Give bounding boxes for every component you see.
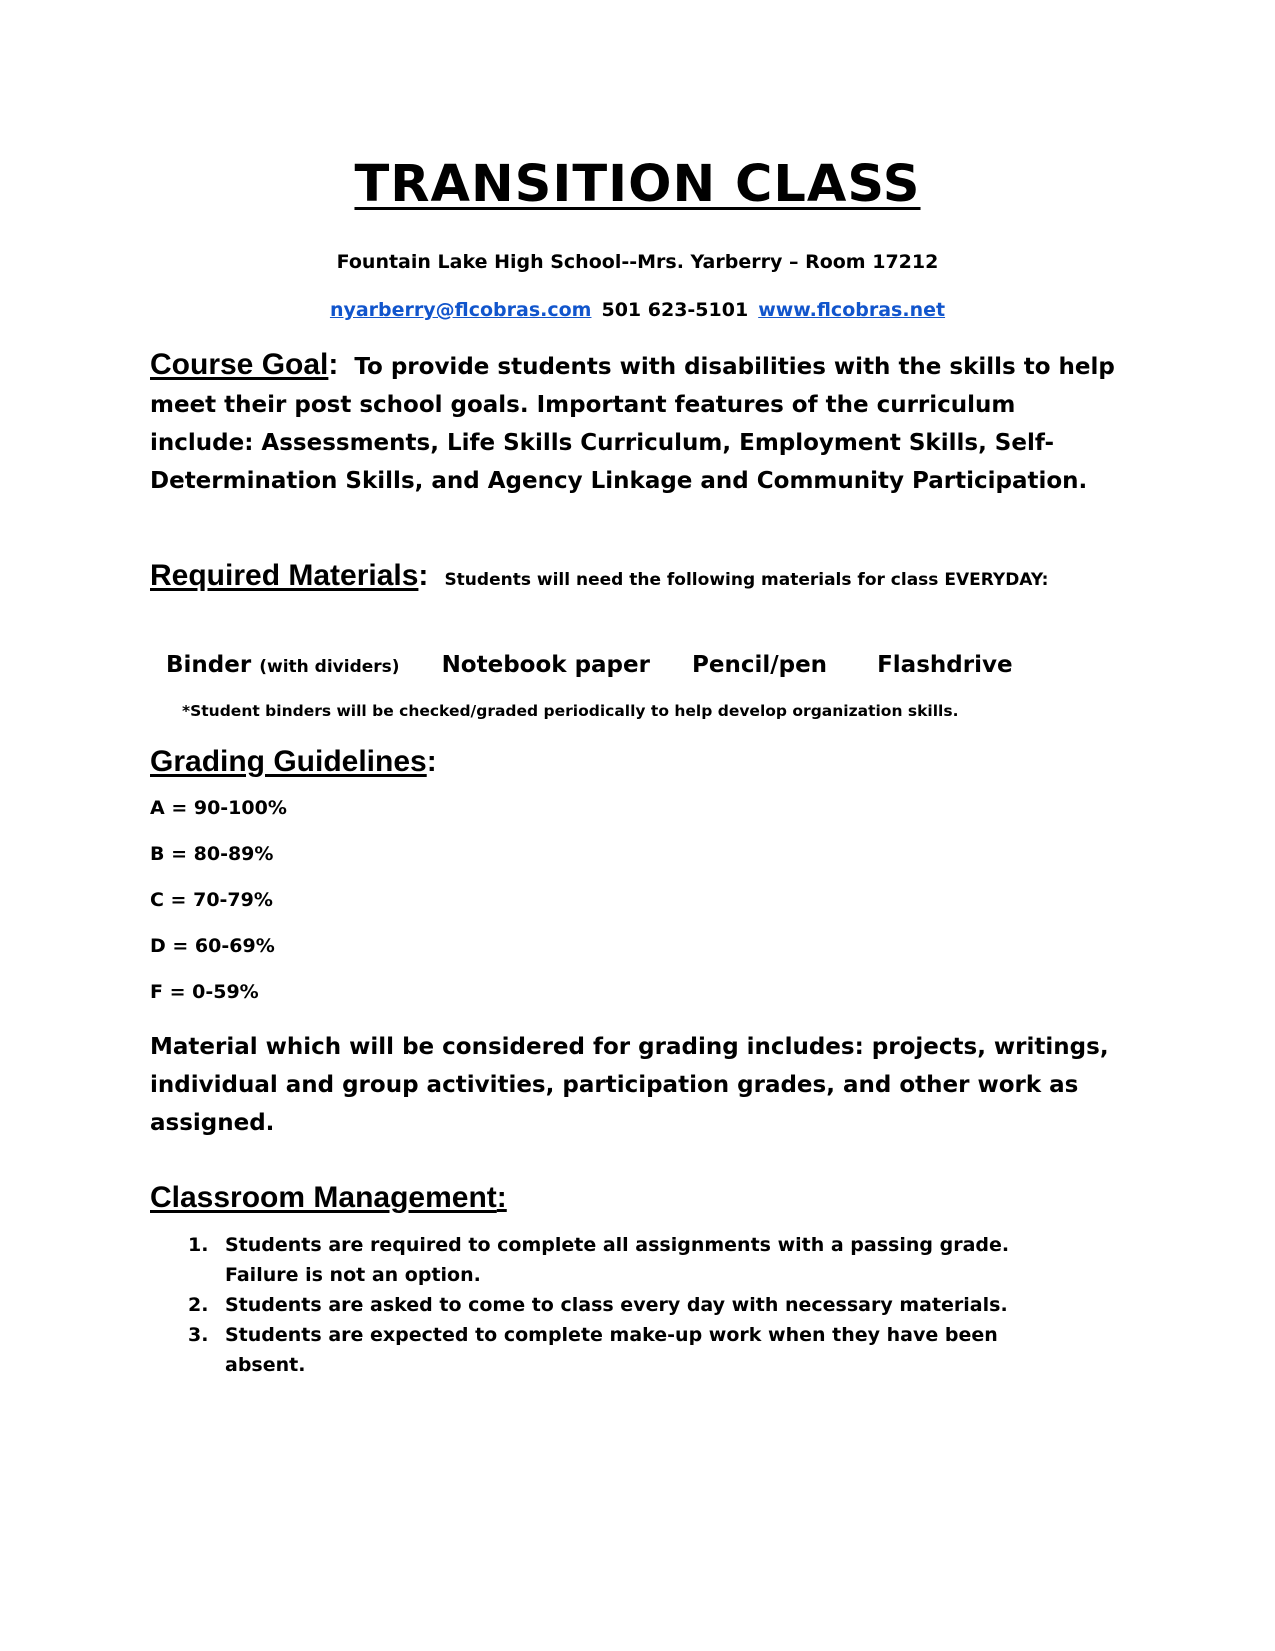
page-title-text: TRANSITION CLASS [354, 155, 921, 214]
rule-number: 3. [188, 1324, 209, 1346]
list-item [150, 1290, 1080, 1320]
course-goal-heading: Course Goal [150, 348, 329, 381]
material-item-pencil-pen: Pencil/pen [691, 652, 828, 678]
list-item [150, 1320, 1080, 1380]
school-line: Fountain Lake High School--Mrs. Yarberry – Room 17212 [336, 251, 939, 273]
rule-number: 2. [188, 1294, 209, 1316]
classroom-management-heading: Classroom Management [150, 1181, 497, 1214]
page-title [0, 155, 1275, 215]
classroom-management-heading-row: Classroom Management: [150, 1181, 507, 1214]
rule-text: Students are asked to come to class every day with necessary materials. [225, 1294, 1008, 1316]
grade-scale-b: B = 80-89% [150, 843, 274, 865]
required-materials-intro: Students will need the following materials for class EVERYDAY: [444, 570, 1049, 590]
grading-guidelines-heading: Grading Guidelines [150, 745, 427, 778]
phone-number: 501 623-5101 [601, 299, 749, 321]
contact-line [0, 297, 1275, 323]
required-materials-heading: Required Materials [150, 559, 419, 592]
grade-scale-a: A = 90-100% [150, 797, 287, 819]
material-item-binder-note: (with dividers) [259, 657, 400, 677]
grading-guidelines-heading-row: Grading Guidelines: [150, 745, 437, 778]
material-item-notebook-paper: Notebook paper [441, 652, 650, 678]
email-link[interactable]: nyarberry@flcobras.com [329, 299, 592, 321]
grade-scale-c: C = 70-79% [150, 889, 273, 911]
rule-text: Students are required to complete all assignments with a passing grade. Failure is not an option. [225, 1234, 1010, 1286]
material-item-flashdrive: Flashdrive [877, 652, 1013, 678]
rule-number: 1. [188, 1234, 209, 1256]
list-item [150, 1230, 1080, 1290]
grade-scale-f: F = 0-59% [150, 981, 259, 1003]
classroom-rules-list [150, 1230, 1080, 1380]
website-link[interactable]: www.flcobras.net [758, 299, 946, 321]
course-goal-text: To provide students with disabilities with the skills to help meet their post school goals. Important features of the curriculum include: Assessments, Life Skills Curriculum, Employment Skills, Self-Determination Skills, and Agency Linkage and Community Participation. [150, 354, 1115, 494]
material-item-binder: Binder (with dividers) [166, 652, 400, 678]
grading-materials-text: Material which will be considered for grading includes: projects, writings, individual and group activities, participation grades, and other work as assigned. [150, 1034, 1109, 1136]
grade-scale-d: D = 60-69% [150, 935, 275, 957]
binders-footnote: *Student binders will be checked/graded periodically to help develop organization skills. [182, 702, 959, 720]
course-goal-section: Course Goal: To provide students with disabilities with the skills to help meet their post school goals. Important features of the curriculum include: Assessments, Life Skills Curriculum, Employment Skills, Self-Determination Skills, and Agency Linkage and Community Participation. [150, 348, 1115, 494]
rule-text: Students are expected to complete make-up work when they have been absent. [225, 1324, 998, 1376]
required-materials-section: Required Materials: Students will need the following materials for class EVERYDAY: [150, 559, 1049, 592]
materials-list [166, 648, 1126, 684]
